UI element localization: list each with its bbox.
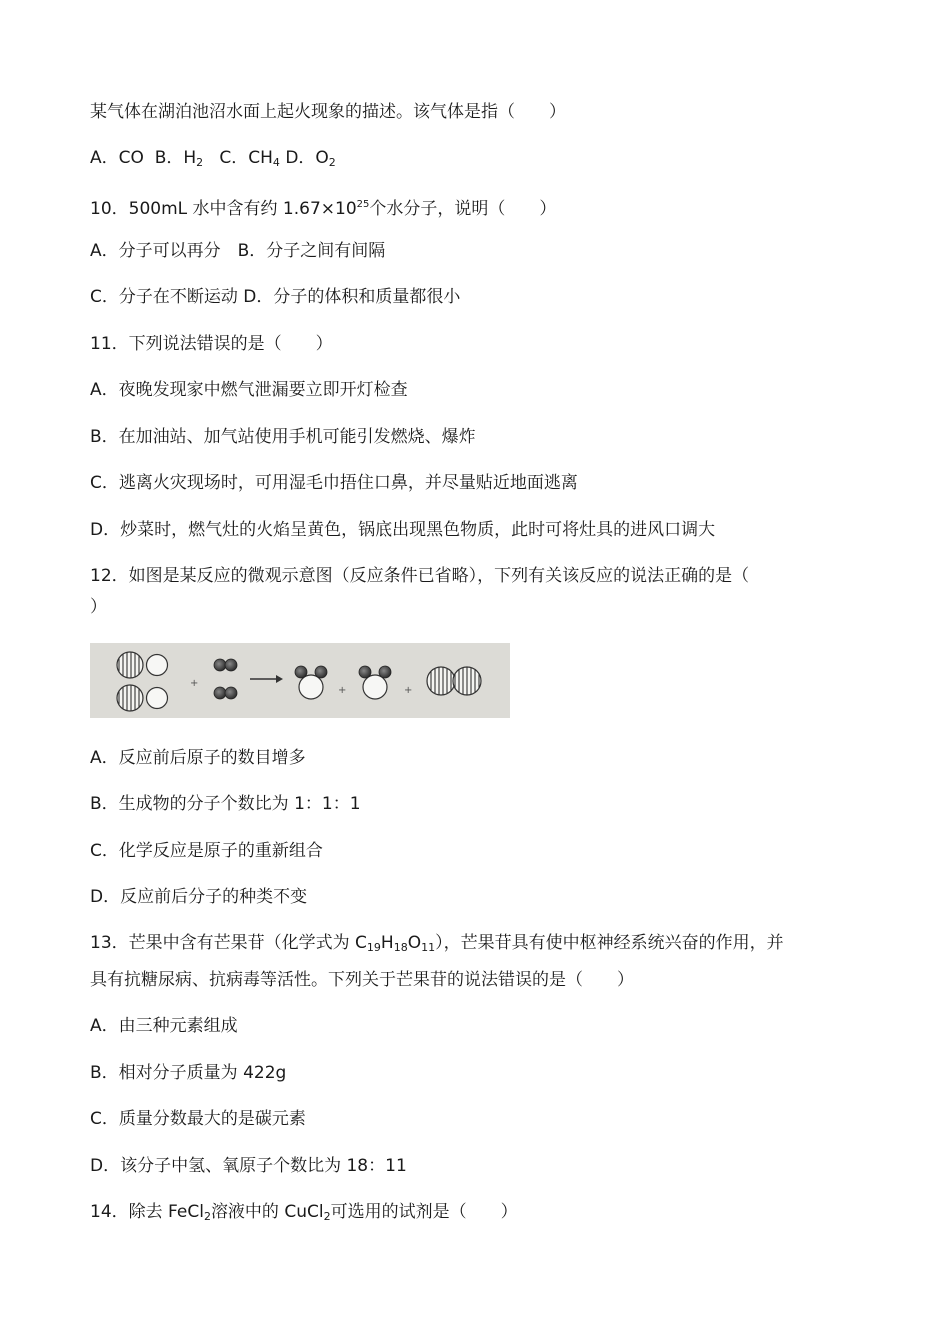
plus-sign-1: +	[190, 678, 199, 689]
q9-options: A．CO B．$H_2$ C．$CH_4$ D．$O_2$	[90, 148, 336, 169]
reaction-arrow	[250, 675, 283, 683]
q9-option-a: A．CO	[90, 148, 144, 168]
q12-option-b: B．生成物的分子个数比为 1：1：1	[90, 794, 361, 814]
plus-sign-2: +	[338, 685, 347, 696]
q11-option-b: B．在加油站、加气站使用手机可能引发燃烧、爆炸	[90, 427, 476, 447]
q12-stem-line2: ）	[90, 597, 107, 617]
q11-option-c: C．逃离火灾现场时，可用湿毛巾捂住口鼻，并尽量贴近地面逃离	[90, 473, 578, 493]
q12-option-c: C．化学反应是原子的重新组合	[90, 841, 323, 861]
plus-sign-3: +	[404, 685, 413, 696]
q13-stem-line1: 13．芒果中含有芒果苷（化学式为 $C_{19}H_{18}O_{11}$），芒果苷具有使中枢神经系统兴奋的作用，并	[90, 933, 784, 954]
q11-option-a: A．夜晚发现家中燃气泄漏要立即开灯检查	[90, 380, 408, 400]
q13-option-b: B．相对分子质量为 422g	[90, 1063, 287, 1083]
q9-option-c: C．CH	[219, 148, 273, 168]
q10-options-ab: A．分子可以再分 B．分子之间有间隔	[90, 241, 386, 261]
q9-option-b: B．H	[154, 148, 197, 168]
reactant-molecule-2b	[214, 687, 237, 699]
q9-stem: 某气体在湖泊池沼水面上起火现象的描述。该气体是指（ ）	[90, 102, 566, 122]
q10-stem: 10．500mL 水中含有约 $1.67\times 10^{25}$个水分子，说明（ ）	[90, 199, 557, 219]
q11-option-d: D．炒菜时，燃气灶的火焰呈黄色，锅底出现黑色物质，此时可将灶具的进风口调大	[90, 520, 716, 540]
q13-option-d: D．该分子中氢、氧原子个数比为 18：11	[90, 1156, 407, 1176]
reactant-molecule-1a	[117, 652, 168, 678]
q13-option-a: A．由三种元素组成	[90, 1016, 238, 1036]
q11-stem: 11．下列说法错误的是（ ）	[90, 334, 333, 354]
q14-stem: 14．除去 FeCl$_2$溶液中的 CuCl$_2$可选用的试剂是（ ）	[90, 1202, 518, 1223]
reactant-molecule-2a	[214, 659, 237, 671]
q12-option-a: A．反应前后原子的数目增多	[90, 748, 306, 768]
q12-stem-line1: 12．如图是某反应的微观示意图（反应条件已省略），下列有关该反应的说法正确的是（	[90, 566, 750, 586]
q12-option-d: D．反应前后分子的种类不变	[90, 887, 308, 907]
q13-option-c: C．质量分数最大的是碳元素	[90, 1109, 306, 1129]
product-molecule-2	[359, 666, 391, 699]
q13-stem-line2: 具有抗糖尿病、抗病毒等活性。下列关于芒果苷的说法错误的是（ ）	[90, 970, 634, 990]
q9-option-d: D．O	[285, 148, 329, 168]
reactant-molecule-1b	[117, 685, 168, 711]
reaction-diagram	[90, 643, 510, 718]
product-molecule-3	[427, 667, 481, 695]
reaction-diagram-svg	[90, 643, 510, 718]
product-molecule-1	[295, 666, 327, 699]
q10-options-cd: C．分子在不断运动 D．分子的体积和质量都很小	[90, 287, 461, 307]
